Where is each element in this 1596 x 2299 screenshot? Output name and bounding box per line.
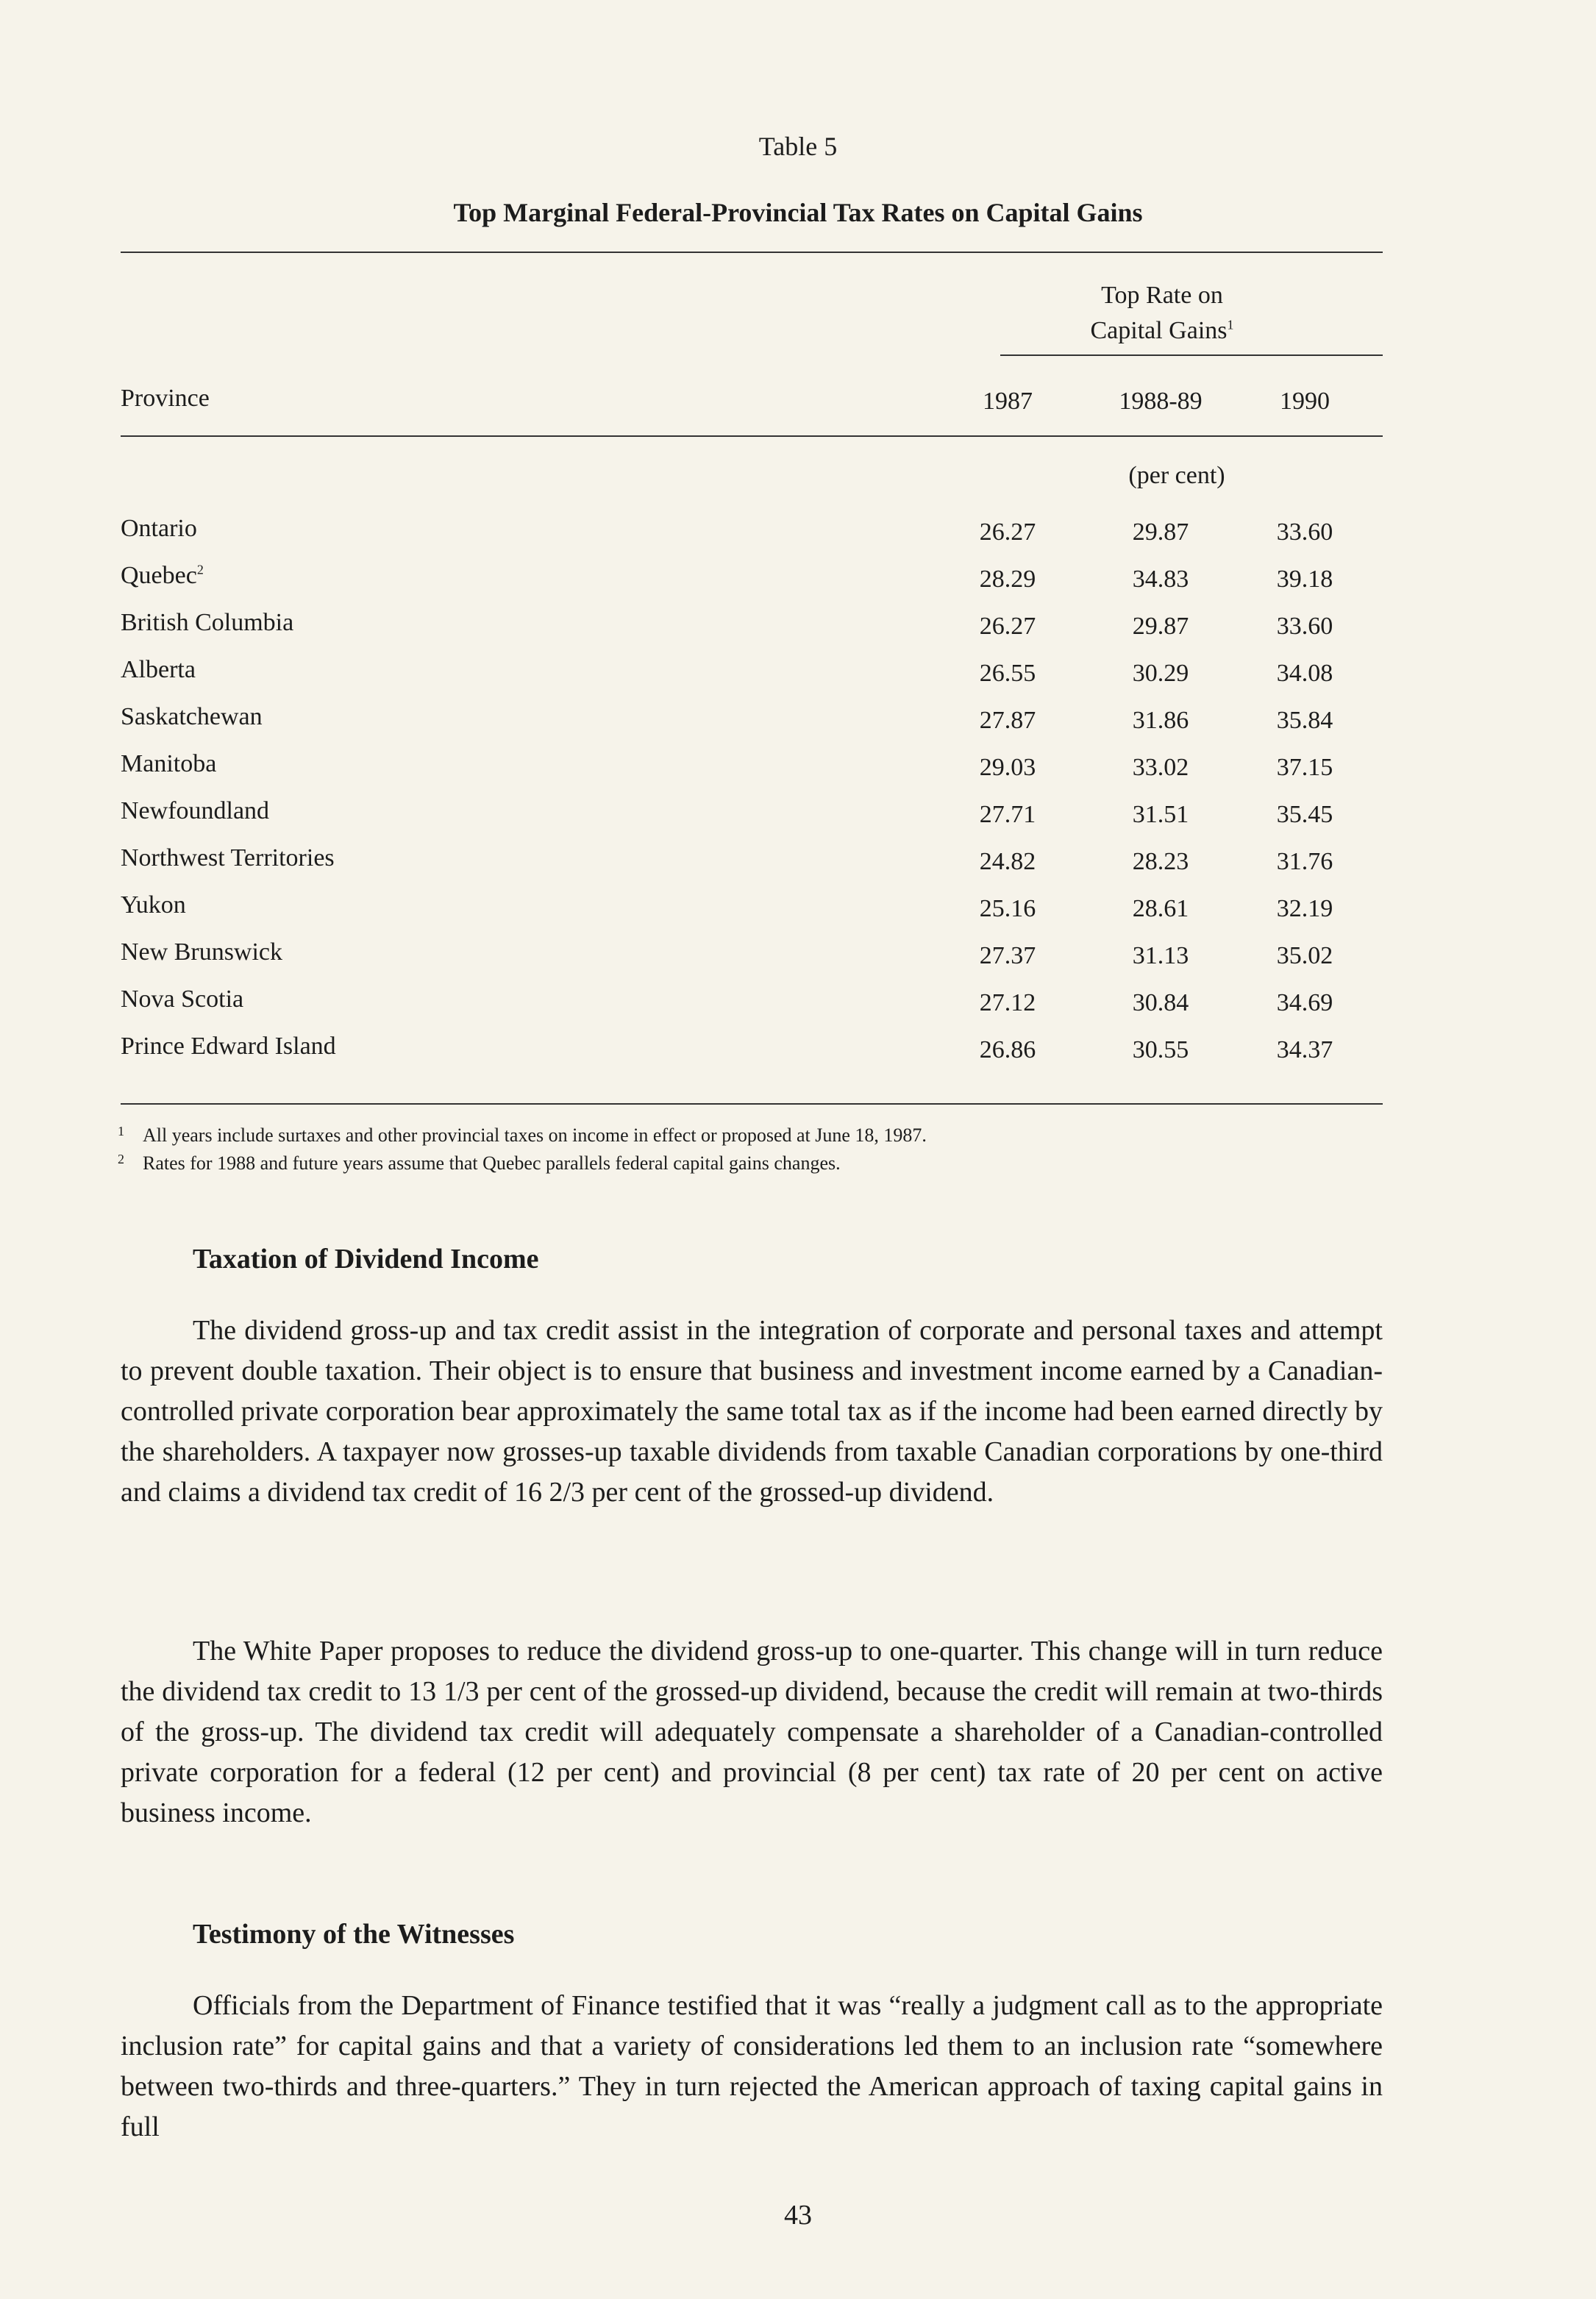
table-row: [0, 797, 1596, 844]
rate-1990: 39.18: [1276, 566, 1333, 593]
rate-1990: 33.60: [1276, 518, 1333, 546]
province-name: Northwest Territories: [121, 844, 335, 872]
table-bottom-rule: [121, 1103, 1383, 1105]
rate-1987: 28.29: [979, 566, 1036, 593]
rate-1990: 34.08: [1276, 660, 1333, 687]
province-name: Yukon: [121, 891, 186, 919]
table-row: [0, 750, 1596, 797]
year-header-1988-89: 1988-89: [1119, 388, 1203, 415]
footnote-text: All years include surtaxes and other provincial taxes on income in effect or proposed at June 18, 1987.: [143, 1124, 927, 1146]
rate-1990: 35.02: [1276, 942, 1333, 969]
rate-1990: 33.60: [1276, 613, 1333, 640]
province-name: Newfoundland: [121, 797, 270, 824]
table-row: [0, 985, 1596, 1033]
rate-1988-89: 33.02: [1132, 754, 1189, 781]
table-row: [0, 515, 1596, 562]
province-name: Saskatchewan: [121, 703, 263, 730]
paragraph: Officials from the Department of Finance testified that it was “really a judgment call as to the appropriate inclusion rate” for capital gains and that a variety of considerations led them to an inclusion rate “somewhere between two-thirds and three-quarters.” They in turn rejected the American approach of taxing capital gains in full: [121, 1990, 1383, 2142]
rate-1988-89: 31.13: [1132, 942, 1189, 969]
table-top-rule: [121, 252, 1383, 253]
paragraph: The dividend gross-up and tax credit assist in the integration of corporate and personal taxes and attempt to prevent double taxation. Their object is to ensure that business and investment income earned by a Canadian-controlled private corporation bear approximately the same total tax as if the income had been earned directly by the shareholders. A taxpayer now grosses-up taxable dividends from taxable Canadian corporations by one-third and claims a dividend tax credit of 16 2/3 per cent of the grossed-up dividend.: [121, 1315, 1383, 1508]
table-row: [0, 938, 1596, 985]
rate-1990: 35.84: [1276, 707, 1333, 734]
rate-1987: 27.12: [979, 989, 1036, 1016]
rate-1988-89: 29.87: [1132, 613, 1189, 640]
year-header-1990: 1990: [1280, 388, 1330, 415]
rate-1987: 26.55: [979, 660, 1036, 687]
rate-1990: 35.45: [1276, 801, 1333, 828]
footnote-mark: 2: [118, 1152, 124, 1166]
footnote-text: Rates for 1988 and future years assume that Quebec parallels federal capital gains changes.: [143, 1152, 841, 1174]
section-heading-dividend-income: Taxation of Dividend Income: [193, 1244, 539, 1275]
table-row: [0, 1033, 1596, 1080]
section-heading-testimony: Testimony of the Witnesses: [193, 1919, 515, 1950]
province-name: Nova Scotia: [121, 985, 244, 1013]
rate-1988-89: 29.87: [1132, 518, 1189, 546]
rate-1990: 37.15: [1276, 754, 1333, 781]
rate-1987: 27.87: [979, 707, 1036, 734]
table-title: Top Marginal Federal-Provincial Tax Rates on Capital Gains: [453, 198, 1143, 227]
rate-1987: 26.86: [979, 1036, 1036, 1063]
group-header-line1: Top Rate on: [1101, 282, 1223, 309]
rate-1987: 29.03: [979, 754, 1036, 781]
province-name: Quebec$^2$: [121, 562, 204, 589]
group-header-line2: Capital Gains$^1$: [1090, 317, 1234, 344]
table-row: [0, 609, 1596, 656]
rate-1988-89: 34.83: [1132, 566, 1189, 593]
table-row: [0, 891, 1596, 938]
rate-1988-89: 30.55: [1132, 1036, 1189, 1063]
province-name: Manitoba: [121, 750, 217, 777]
rate-1988-89: 28.23: [1132, 848, 1189, 875]
rate-1987: 24.82: [979, 848, 1036, 875]
rate-1987: 27.71: [979, 801, 1036, 828]
footnote: [118, 1124, 927, 1147]
rate-1990: 34.69: [1276, 989, 1333, 1016]
rate-1987: 25.16: [979, 895, 1036, 922]
header-bottom-rule: [121, 435, 1383, 437]
year-header-1987: 1987: [983, 388, 1033, 415]
table-label: Table 5: [758, 132, 838, 161]
rate-1988-89: 30.84: [1132, 989, 1189, 1016]
table-group-header: [1000, 278, 1324, 349]
unit-label: (per cent): [1128, 462, 1225, 489]
table-row: [0, 703, 1596, 750]
paragraph: The White Paper proposes to reduce the dividend gross-up to one-quarter. This change will in turn reduce the dividend tax credit to 13 1/3 per cent of the grossed-up dividend, because the credit will remain at two-thirds of the gross-up. The dividend tax credit will adequately compensate a shareholder of a Canadian-controlled private corporation for a federal (12 per cent) and provincial (8 per cent) tax rate of 20 per cent on active business income.: [121, 1636, 1383, 1828]
footnote: [118, 1152, 841, 1175]
table-row: [0, 844, 1596, 891]
group-header-rule: [1000, 354, 1383, 356]
rate-1987: 27.37: [979, 942, 1036, 969]
province-name: Ontario: [121, 515, 197, 542]
province-name: New Brunswick: [121, 938, 283, 966]
rate-1987: 26.27: [979, 518, 1036, 546]
rate-1988-89: 28.61: [1132, 895, 1189, 922]
province-header: Province: [121, 385, 210, 412]
rate-1988-89: 30.29: [1132, 660, 1189, 687]
table-row: [0, 656, 1596, 703]
province-name: Alberta: [121, 656, 196, 683]
province-name: Prince Edward Island: [121, 1033, 336, 1060]
group-header-note: 1: [1227, 317, 1234, 332]
rate-1987: 26.27: [979, 613, 1036, 640]
rate-1990: 32.19: [1276, 895, 1333, 922]
rate-1988-89: 31.51: [1132, 801, 1189, 828]
table-row: [0, 562, 1596, 609]
province-name: British Columbia: [121, 609, 294, 636]
rate-1990: 34.37: [1276, 1036, 1333, 1063]
page-number: 43: [784, 2200, 812, 2231]
rate-1988-89: 31.86: [1132, 707, 1189, 734]
rate-1990: 31.76: [1276, 848, 1333, 875]
footnote-mark: 1: [118, 1124, 124, 1138]
